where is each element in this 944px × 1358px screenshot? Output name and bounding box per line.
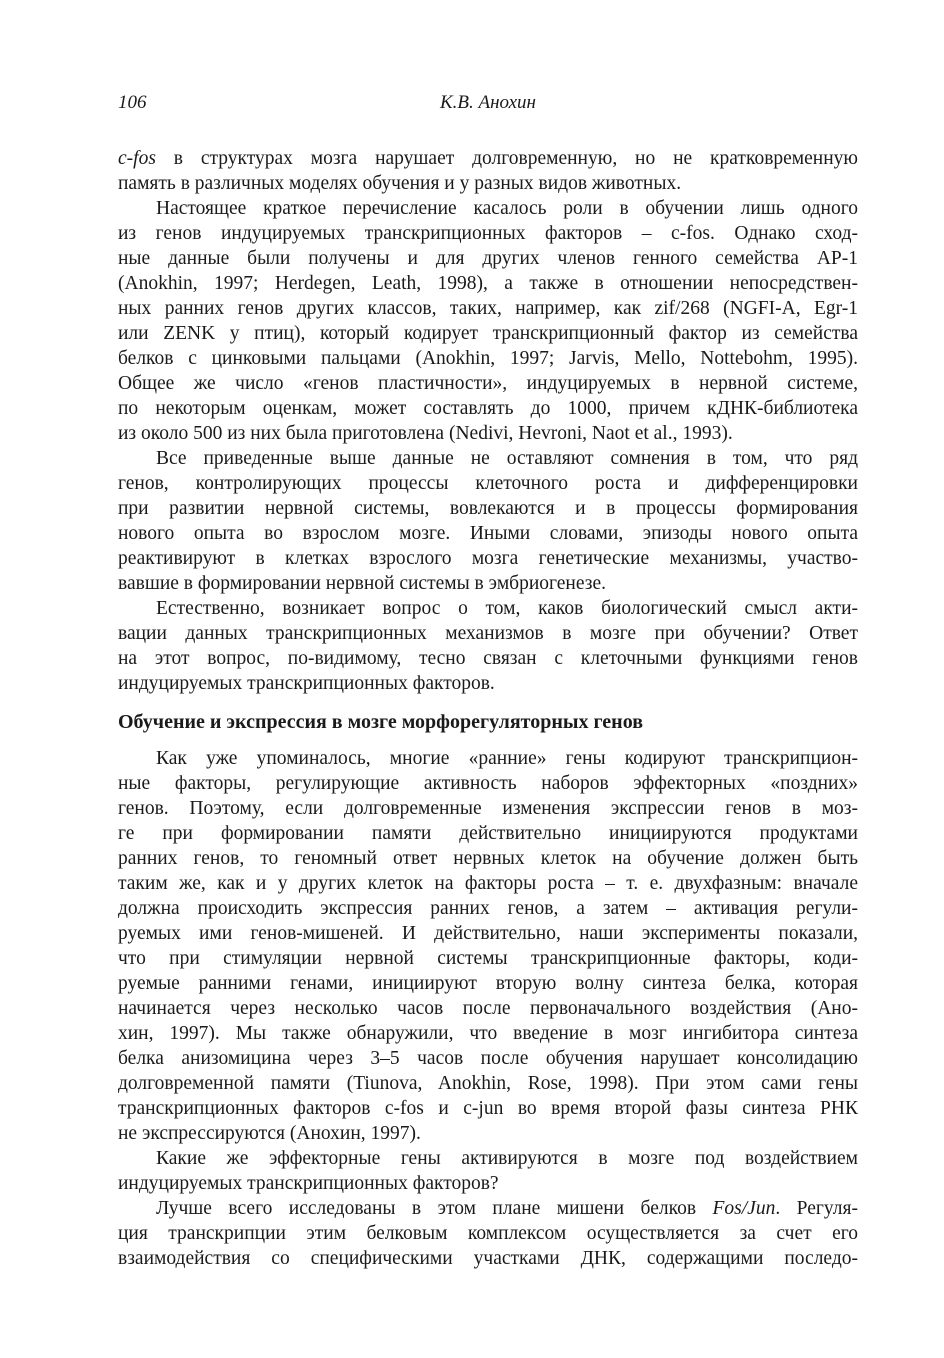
text-line	[118, 1221, 858, 1246]
text-line	[118, 171, 858, 196]
paragraph	[118, 596, 858, 696]
running-header	[118, 92, 858, 118]
text-run: ция транскрипции этим белковым комплексом осуществляется за счет его	[118, 1223, 858, 1244]
text-line	[118, 1071, 858, 1096]
text-run: (Anokhin, 1997; Herdegen, Leath, 1998), а также в отношении непосредствен-	[118, 273, 858, 294]
paragraph	[118, 1196, 858, 1271]
text-run: индуцируемых транскрипционных факторов?	[118, 1173, 499, 1194]
text-run: ге при формировании памяти действительно инициируются продуктами	[118, 823, 858, 844]
text-run: . Регуля-	[775, 1198, 859, 1219]
text-run: из около 500 из них была приготовлена (Nedivi, Hevroni, Naot et al., 1993).	[118, 423, 733, 444]
text-run: нового опыта во взрослом мозге. Иными словами, эпизоды нового опыта	[118, 523, 858, 544]
text-line	[118, 621, 858, 646]
text-run: Общее же число «генов пластичности», индуцируемых в нервной системе,	[118, 373, 858, 394]
text-run: таким же, как и у других клеток на факторы роста – т. е. двухфазным: вначале	[118, 873, 858, 894]
text-run: Какие же эффекторные гены активируются в мозге под воздействием	[156, 1148, 858, 1169]
text-line	[118, 996, 858, 1021]
text-line	[118, 1246, 858, 1271]
text-line	[118, 1121, 858, 1146]
text-run: взаимодействия со специфическими участками ДНК, содержащими последо-	[118, 1248, 858, 1269]
text-run: руемых ими генов-мишеней. И действительно, наши эксперименты показали,	[118, 923, 858, 944]
text-line	[118, 596, 858, 621]
text-run: что при стимуляции нервной системы транскрипционные факторы, коди-	[118, 948, 858, 969]
text-line	[118, 321, 858, 346]
text-run: на этот вопрос, по-видимому, тесно связан с клеточными функциями генов	[118, 648, 858, 669]
text-run: должна происходить экспрессия ранних генов, а затем – активация регули-	[118, 898, 858, 919]
text-run: в структурах мозга нарушает долговременную, но не кратковременную	[155, 148, 858, 169]
text-run: транскрипционных факторов c-fos и c-jun во время второй фазы синтеза РНК	[118, 1098, 858, 1119]
italic-term: c-fos	[118, 148, 156, 169]
text-line	[118, 921, 858, 946]
text-run: руемые ранними генами, инициируют вторую волну синтеза белка, которая	[118, 973, 858, 994]
text-run: Как уже упоминалось, многие «ранние» гены кодируют транскрипцион-	[156, 748, 858, 769]
text-line	[118, 446, 858, 471]
text-line	[118, 146, 858, 171]
text-line	[118, 271, 858, 296]
text-run: память в различных моделях обучения и у разных видов животных.	[118, 173, 682, 194]
paragraph	[118, 1146, 858, 1196]
text-line	[118, 671, 858, 696]
paragraph	[118, 196, 858, 446]
text-line	[118, 1196, 858, 1221]
paragraph	[118, 446, 858, 596]
text-run: из генов индуцируемых транскрипционных факторов – c-fos. Однако сход-	[118, 223, 858, 244]
text-run: вации данных транскрипционных механизмов в мозге при обучении? Ответ	[118, 623, 858, 644]
paragraph	[118, 746, 858, 1146]
text-run: Настоящее краткое перечисление касалось роли в обучении лишь одного	[156, 198, 858, 219]
text-run: Все приведенные выше данные не оставляют сомнения в том, что ряд	[156, 448, 858, 469]
text-run: ные факторы, регулирующие активность наборов эффекторных «поздних»	[118, 773, 858, 794]
text-run: не экспрессируются (Анохин, 1997).	[118, 1123, 421, 1144]
text-line	[118, 871, 858, 896]
text-run: реактивируют в клетках взрослого мозга генетические механизмы, участво-	[118, 548, 858, 569]
text-line	[118, 196, 858, 221]
text-line	[118, 796, 858, 821]
text-line	[118, 896, 858, 921]
text-line	[118, 1021, 858, 1046]
text-run: индуцируемых транскрипционных факторов.	[118, 673, 495, 694]
italic-term: Fos/Jun	[712, 1198, 776, 1219]
running-title: К.В. Анохин	[440, 92, 536, 113]
text-line	[118, 1096, 858, 1121]
text-run: начинается через несколько часов после первоначального воздействия (Ано-	[118, 998, 858, 1019]
text-line	[118, 546, 858, 571]
text-line	[118, 221, 858, 246]
text-run: ных ранних генов других классов, таких, например, как zif/268 (NGFI-A, Egr-1	[118, 298, 858, 319]
text-line	[118, 346, 858, 371]
text-run: или ZENK у птиц), который кодирует транскрипционный фактор из семейства	[118, 323, 858, 344]
text-run: ранних генов, то геномный ответ нервных клеток на обучение должен быть	[118, 848, 858, 869]
text-line	[118, 296, 858, 321]
text-run: генов, контролирующих процессы клеточного роста и дифференцировки	[118, 473, 858, 494]
section-heading: Обучение и экспрессия в мозге морфорегуляторных генов	[118, 711, 643, 733]
text-run: хин, 1997). Мы также обнаружили, что введение в мозг ингибитора синтеза	[118, 1023, 858, 1044]
text-line	[118, 646, 858, 671]
text-run: Естественно, возникает вопрос о том, каков биологический смысл акти-	[156, 598, 858, 619]
text-run: белка анизомицина через 3–5 часов после обучения нарушает консолидацию	[118, 1048, 858, 1069]
text-run: Лучше всего исследованы в этом плане мишени белков	[156, 1198, 713, 1219]
text-run: белков с цинковыми пальцами (Anokhin, 1997; Jarvis, Mello, Nottebohm, 1995).	[118, 348, 858, 369]
text-run: при развитии нервной системы, вовлекаются и в процессы формирования	[118, 498, 858, 519]
text-line	[118, 371, 858, 396]
text-line	[118, 246, 858, 271]
paragraph	[118, 146, 858, 196]
text-line	[118, 946, 858, 971]
text-line	[118, 746, 858, 771]
page-body	[118, 146, 858, 1271]
text-run: долговременной памяти (Tiunova, Anokhin, Rose, 1998). При этом сами гены	[118, 1073, 858, 1094]
text-run: по некоторым оценкам, может составлять до 1000, причем кДНК-библиотека	[118, 398, 858, 419]
text-line	[118, 771, 858, 796]
text-line	[118, 1146, 858, 1171]
text-run: генов. Поэтому, если долговременные изменения экспрессии генов в моз-	[118, 798, 858, 819]
text-line	[118, 971, 858, 996]
text-line	[118, 471, 858, 496]
text-line	[118, 1046, 858, 1071]
text-line	[118, 496, 858, 521]
text-line	[118, 821, 858, 846]
text-line	[118, 846, 858, 871]
page-number: 106	[118, 92, 147, 113]
text-line	[118, 1171, 858, 1196]
text-run: ные данные были получены и для других членов генного семейства AP-1	[118, 248, 858, 269]
text-line	[118, 421, 858, 446]
text-line	[118, 521, 858, 546]
text-run: вавшие в формировании нервной системы в эмбриогенезе.	[118, 573, 606, 594]
text-line	[118, 396, 858, 421]
text-line	[118, 571, 858, 596]
